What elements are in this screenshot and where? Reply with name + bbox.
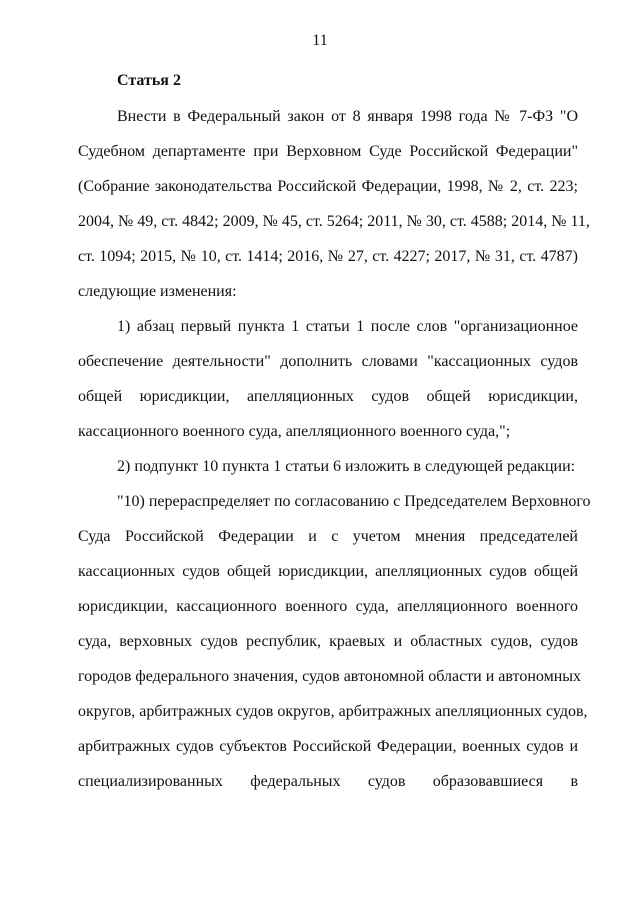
text-line: "10) перераспределяет по согласованию с Председателем Верховного bbox=[117, 493, 591, 510]
text-line: Суда Российской Федерации и с учетом мнения председателей bbox=[78, 528, 578, 545]
text-line: следующие изменения: bbox=[78, 283, 237, 300]
text-line: обеспечение деятельности" дополнить словами "кассационных судов bbox=[78, 353, 578, 370]
article-heading: Статья 2 bbox=[117, 72, 181, 89]
text-line: кассационного военного суда, апелляционного военного суда,"; bbox=[78, 423, 511, 440]
text-line: суда, верховных судов республик, краевых и областных судов, судов bbox=[78, 633, 578, 650]
text-line: округов, арбитражных судов округов, арбитражных апелляционных судов, bbox=[78, 703, 588, 720]
text-line: арбитражных судов субъектов Российской Федерации, военных судов и bbox=[78, 738, 578, 755]
text-line: общей юрисдикции, апелляционных судов общей юрисдикции, bbox=[78, 388, 578, 405]
text-line: Судебном департаменте при Верховном Суде Российской Федерации" bbox=[78, 143, 578, 160]
text-line: юрисдикции, кассационного военного суда, апелляционного военного bbox=[78, 598, 578, 615]
text-line: 2004, № 49, ст. 4842; 2009, № 45, ст. 5264; 2011, № 30, ст. 4588; 2014, № 11, bbox=[78, 213, 590, 230]
text-line: городов федерального значения, судов автономной области и автономных bbox=[78, 668, 582, 685]
text-line: специализированных федеральных судов образовавшиеся в bbox=[78, 773, 578, 790]
text-line: Внести в Федеральный закон от 8 января 1998 года № 7-ФЗ "О bbox=[117, 108, 578, 125]
text-line: кассационных судов общей юрисдикции, апелляционных судов общей bbox=[78, 563, 578, 580]
text-line: 2) подпункт 10 пункта 1 статьи 6 изложить в следующей редакции: bbox=[117, 458, 576, 475]
text-line: ст. 1094; 2015, № 10, ст. 1414; 2016, № 27, ст. 4227; 2017, № 31, ст. 4787) bbox=[78, 248, 578, 265]
text-line: 1) абзац первый пункта 1 статьи 1 после слов "организационное bbox=[117, 318, 578, 335]
text-line: (Собрание законодательства Российской Федерации, 1998, № 2, ст. 223; bbox=[78, 178, 578, 195]
page-number: 11 bbox=[312, 32, 328, 49]
